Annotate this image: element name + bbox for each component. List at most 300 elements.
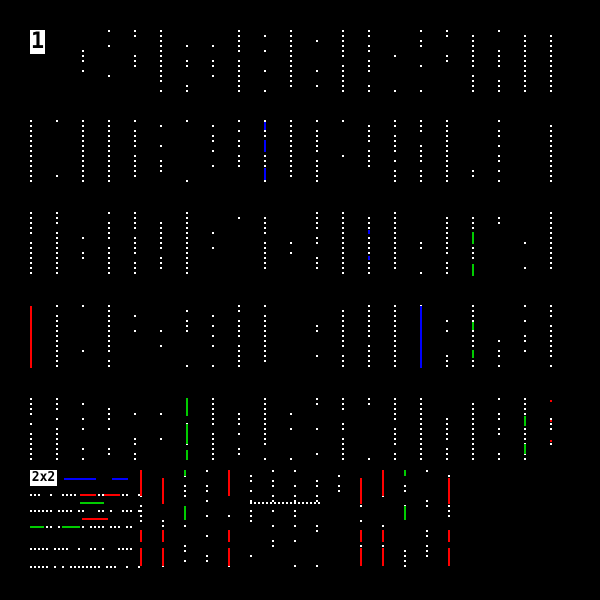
grid-dot xyxy=(186,365,188,367)
grid-dot xyxy=(368,262,370,264)
grid-dot xyxy=(290,60,292,62)
grid-dot xyxy=(30,413,32,415)
grid-dot xyxy=(250,515,252,517)
grid-dot xyxy=(448,475,450,477)
grid-dot xyxy=(160,170,162,172)
grid-dot xyxy=(446,428,448,430)
grid-dot xyxy=(472,40,474,42)
grid-dot xyxy=(42,548,44,550)
grid-dot xyxy=(272,485,274,487)
grid-dot xyxy=(134,315,136,317)
grid-dot xyxy=(238,80,240,82)
grid-dot xyxy=(212,135,214,137)
grid-dot xyxy=(56,458,58,460)
grid-dot xyxy=(264,305,266,307)
grid-dot xyxy=(56,320,58,322)
grid-dot xyxy=(238,30,240,32)
grid-dot xyxy=(294,495,296,497)
grid-dot xyxy=(206,560,208,562)
grid-dot xyxy=(110,510,112,512)
grid-dot xyxy=(342,50,344,52)
grid-dot xyxy=(342,75,344,77)
grid-dot xyxy=(108,360,110,362)
grid-dot xyxy=(472,50,474,52)
grid-dot xyxy=(108,155,110,157)
grid-dot xyxy=(498,222,500,224)
grid-dot xyxy=(342,443,344,445)
grid-dot xyxy=(30,272,32,274)
grid-dot xyxy=(108,150,110,152)
grid-dot xyxy=(524,340,526,342)
grid-dot xyxy=(108,330,110,332)
grid-dot xyxy=(130,548,132,550)
grid-dot xyxy=(82,180,84,182)
blue-segment xyxy=(264,122,266,130)
grid-dot xyxy=(108,350,110,352)
blue-segment xyxy=(264,168,266,180)
grid-dot xyxy=(56,330,58,332)
grid-dot xyxy=(264,330,266,332)
grid-dot xyxy=(524,40,526,42)
grid-dot xyxy=(524,85,526,87)
grid-dot xyxy=(420,438,422,440)
grid-dot xyxy=(524,242,526,244)
grid-dot xyxy=(264,247,266,249)
grid-dot xyxy=(524,90,526,92)
grid-dot xyxy=(30,125,32,127)
grid-dot xyxy=(206,515,208,517)
grid-dot xyxy=(394,365,396,367)
grid-dot xyxy=(238,453,240,455)
grid-dot xyxy=(108,170,110,172)
grid-dot xyxy=(342,257,344,259)
green-segment xyxy=(186,450,188,460)
grid-dot xyxy=(394,247,396,249)
grid-dot xyxy=(238,45,240,47)
grid-dot xyxy=(446,262,448,264)
grid-dot xyxy=(186,222,188,224)
grid-dot xyxy=(550,222,552,224)
grid-dot xyxy=(394,315,396,317)
grid-dot xyxy=(342,212,344,214)
grid-dot xyxy=(70,494,72,496)
grid-dot xyxy=(394,140,396,142)
red-segment xyxy=(382,470,384,496)
grid-dot xyxy=(108,257,110,259)
grid-dot xyxy=(472,175,474,177)
grid-dot xyxy=(212,232,214,234)
grid-dot xyxy=(498,30,500,32)
grid-dot xyxy=(238,155,240,157)
grid-dot xyxy=(446,438,448,440)
grid-dot xyxy=(250,490,252,492)
grid-dot xyxy=(134,35,136,37)
grid-dot xyxy=(294,525,296,527)
grid-dot xyxy=(550,252,552,254)
grid-dot xyxy=(134,165,136,167)
red-segment xyxy=(382,530,384,542)
grid-dot xyxy=(134,438,136,440)
grid-dot xyxy=(160,70,162,72)
grid-dot xyxy=(420,150,422,152)
grid-dot xyxy=(498,365,500,367)
grid-dot xyxy=(290,85,292,87)
grid-dot xyxy=(66,510,68,512)
grid-dot xyxy=(30,175,32,177)
grid-dot xyxy=(56,262,58,264)
grid-dot xyxy=(108,45,110,47)
grid-dot xyxy=(108,262,110,264)
grid-dot xyxy=(368,165,370,167)
grid-dot xyxy=(342,55,344,57)
grid-dot xyxy=(56,428,58,430)
grid-dot xyxy=(30,408,32,410)
grid-dot xyxy=(472,222,474,224)
grid-dot xyxy=(524,45,526,47)
grid-dot xyxy=(420,458,422,460)
grid-dot xyxy=(102,548,104,550)
grid-dot xyxy=(30,155,32,157)
grid-dot xyxy=(524,433,526,435)
grid-dot xyxy=(290,165,292,167)
grid-dot xyxy=(54,566,56,568)
grid-dot xyxy=(368,242,370,244)
grid-dot xyxy=(342,70,344,72)
grid-dot xyxy=(550,175,552,177)
grid-dot xyxy=(238,433,240,435)
grid-dot xyxy=(82,160,84,162)
grid-dot xyxy=(264,217,266,219)
grid-dot xyxy=(316,330,318,332)
grid-dot xyxy=(160,247,162,249)
grid-dot xyxy=(160,165,162,167)
grid-dot xyxy=(30,227,32,229)
grid-dot xyxy=(108,130,110,132)
green-segment xyxy=(184,470,186,476)
grid-dot xyxy=(56,305,58,307)
grid-dot xyxy=(186,60,188,62)
grid-dot xyxy=(108,165,110,167)
green-segment xyxy=(472,322,474,330)
grid-dot xyxy=(316,130,318,132)
grid-dot xyxy=(46,526,48,528)
grid-dot xyxy=(420,160,422,162)
grid-dot xyxy=(368,305,370,307)
grid-dot xyxy=(472,453,474,455)
grid-dot xyxy=(86,566,88,568)
grid-dot xyxy=(368,365,370,367)
grid-dot xyxy=(212,65,214,67)
grid-dot xyxy=(472,433,474,435)
grid-dot xyxy=(394,438,396,440)
red-segment xyxy=(360,548,362,566)
grid-dot xyxy=(184,490,186,492)
grid-dot xyxy=(472,257,474,259)
grid-dot xyxy=(118,526,120,528)
grid-dot xyxy=(524,50,526,52)
grid-dot xyxy=(238,90,240,92)
grid-dot xyxy=(134,272,136,274)
grid-dot xyxy=(446,272,448,274)
grid-dot xyxy=(108,180,110,182)
grid-dot xyxy=(342,232,344,234)
grid-dot xyxy=(394,237,396,239)
grid-dot xyxy=(238,145,240,147)
grid-dot xyxy=(108,310,110,312)
grid-dot xyxy=(290,242,292,244)
green-segment xyxy=(472,264,474,276)
grid-dot xyxy=(212,418,214,420)
grid-dot xyxy=(98,510,100,512)
grid-dot xyxy=(212,45,214,47)
grid-dot xyxy=(56,252,58,254)
grid-dot xyxy=(524,267,526,269)
grid-dot xyxy=(290,80,292,82)
grid-dot xyxy=(266,502,268,504)
grid-dot xyxy=(264,428,266,430)
grid-dot xyxy=(426,505,428,507)
grid-dot xyxy=(420,403,422,405)
grid-dot xyxy=(420,453,422,455)
grid-dot xyxy=(212,75,214,77)
grid-dot xyxy=(498,65,500,67)
red-segment xyxy=(448,478,450,504)
grid-dot xyxy=(56,335,58,337)
grid-dot xyxy=(238,355,240,357)
grid-dot xyxy=(56,222,58,224)
grid-dot xyxy=(66,548,68,550)
grid-dot xyxy=(550,350,552,352)
grid-dot xyxy=(108,222,110,224)
grid-dot xyxy=(426,535,428,537)
grid-dot xyxy=(472,65,474,67)
grid-dot xyxy=(472,35,474,37)
red-segment xyxy=(30,306,32,368)
grid-dot xyxy=(82,237,84,239)
grid-dot xyxy=(290,160,292,162)
green-segment xyxy=(524,444,526,454)
grid-dot xyxy=(56,398,58,400)
grid-dot xyxy=(342,65,344,67)
grid-dot xyxy=(290,75,292,77)
grid-dot xyxy=(316,70,318,72)
grid-dot xyxy=(498,155,500,157)
grid-dot xyxy=(82,257,84,259)
grid-dot xyxy=(126,510,128,512)
grid-dot xyxy=(82,135,84,137)
grid-dot xyxy=(264,413,266,415)
grid-dot xyxy=(262,502,264,504)
grid-dot xyxy=(108,428,110,430)
grid-dot xyxy=(394,433,396,435)
grid-dot xyxy=(30,252,32,254)
grid-dot xyxy=(56,217,58,219)
grid-dot xyxy=(238,120,240,122)
grid-dot xyxy=(472,330,474,332)
grid-dot xyxy=(426,545,428,547)
green-segment xyxy=(404,506,406,520)
grid-dot xyxy=(426,470,428,472)
grid-dot xyxy=(38,548,40,550)
grid-dot xyxy=(446,120,448,122)
grid-dot xyxy=(550,155,552,157)
grid-dot xyxy=(446,458,448,460)
grid-dot xyxy=(56,345,58,347)
grid-dot xyxy=(550,145,552,147)
red-segment xyxy=(550,440,552,442)
grid-dot xyxy=(212,315,214,317)
grid-dot xyxy=(74,494,76,496)
grid-dot xyxy=(394,428,396,430)
grid-dot xyxy=(82,145,84,147)
grid-dot xyxy=(360,505,362,507)
grid-dot xyxy=(394,453,396,455)
grid-dot xyxy=(138,566,140,568)
grid-dot xyxy=(30,262,32,264)
grid-dot xyxy=(404,550,406,552)
red-segment xyxy=(80,494,96,496)
grid-dot xyxy=(550,45,552,47)
grid-dot xyxy=(498,180,500,182)
blue-segment xyxy=(64,478,96,480)
grid-dot xyxy=(342,320,344,322)
grid-dot xyxy=(420,272,422,274)
grid-dot xyxy=(472,335,474,337)
grid-dot xyxy=(30,510,32,512)
red-segment xyxy=(140,548,142,566)
grid-dot xyxy=(50,510,52,512)
grid-dot xyxy=(472,448,474,450)
grid-dot xyxy=(426,555,428,557)
grid-dot xyxy=(134,145,136,147)
grid-dot xyxy=(108,145,110,147)
grid-dot xyxy=(446,252,448,254)
grid-dot xyxy=(56,212,58,214)
grid-dot xyxy=(186,320,188,322)
grid-dot xyxy=(186,325,188,327)
grid-dot xyxy=(58,510,60,512)
grid-dot xyxy=(108,408,110,410)
grid-dot xyxy=(162,525,164,527)
grid-dot xyxy=(272,525,274,527)
grid-dot xyxy=(238,330,240,332)
grid-dot xyxy=(550,40,552,42)
grid-dot xyxy=(550,130,552,132)
grid-dot xyxy=(472,360,474,362)
grid-dot xyxy=(30,130,32,132)
grid-dot xyxy=(524,438,526,440)
grid-dot xyxy=(90,548,92,550)
grid-dot xyxy=(446,267,448,269)
grid-dot xyxy=(498,135,500,137)
grid-dot xyxy=(108,212,110,214)
grid-dot xyxy=(338,490,340,492)
grid-dot xyxy=(134,222,136,224)
grid-dot xyxy=(338,485,340,487)
grid-dot xyxy=(254,502,256,504)
grid-dot xyxy=(404,485,406,487)
grid-dot xyxy=(318,502,320,504)
grid-dot xyxy=(342,403,344,405)
grid-dot xyxy=(30,453,32,455)
green-segment xyxy=(404,470,406,476)
grid-dot xyxy=(342,242,344,244)
grid-dot xyxy=(472,443,474,445)
grid-dot xyxy=(316,170,318,172)
grid-dot xyxy=(420,120,422,122)
red-segment xyxy=(448,530,450,542)
grid-dot xyxy=(160,160,162,162)
grid-dot xyxy=(56,408,58,410)
red-segment xyxy=(82,518,108,520)
grid-dot xyxy=(550,217,552,219)
grid-dot xyxy=(420,423,422,425)
grid-dot xyxy=(360,545,362,547)
grid-dot xyxy=(368,272,370,274)
grid-dot xyxy=(122,548,124,550)
grid-dot xyxy=(448,505,450,507)
grid-dot xyxy=(264,398,266,400)
grid-dot xyxy=(134,237,136,239)
grid-dot xyxy=(184,550,186,552)
grid-dot xyxy=(550,35,552,37)
grid-dot xyxy=(294,565,296,567)
grid-dot xyxy=(130,526,132,528)
grid-dot xyxy=(46,566,48,568)
grid-dot xyxy=(212,325,214,327)
grid-dot xyxy=(108,125,110,127)
grid-dot xyxy=(238,305,240,307)
grid-dot xyxy=(420,242,422,244)
grid-dot xyxy=(272,540,274,542)
grid-dot xyxy=(160,80,162,82)
grid-dot xyxy=(394,55,396,57)
red-segment xyxy=(360,530,362,542)
grid-dot xyxy=(368,90,370,92)
grid-dot xyxy=(186,330,188,332)
grid-dot xyxy=(394,320,396,322)
grid-dot xyxy=(264,403,266,405)
grid-dot xyxy=(472,423,474,425)
grid-dot xyxy=(368,330,370,332)
grid-dot xyxy=(290,30,292,32)
grid-dot xyxy=(472,428,474,430)
grid-dot xyxy=(238,360,240,362)
grid-dot xyxy=(206,470,208,472)
grid-dot xyxy=(160,413,162,415)
grid-dot xyxy=(56,443,58,445)
grid-dot xyxy=(264,130,266,132)
grid-dot xyxy=(108,448,110,450)
red-segment xyxy=(140,470,142,496)
grid-dot xyxy=(368,227,370,229)
grid-dot xyxy=(368,60,370,62)
grid-dot xyxy=(290,50,292,52)
grid-dot xyxy=(122,510,124,512)
grid-dot xyxy=(238,70,240,72)
red-segment xyxy=(162,530,164,542)
grid-dot xyxy=(524,320,526,322)
grid-dot xyxy=(56,365,58,367)
grid-dot xyxy=(342,335,344,337)
red-segment xyxy=(228,530,230,542)
grid-dot xyxy=(264,35,266,37)
grid-dot xyxy=(212,365,214,367)
grid-dot xyxy=(30,398,32,400)
grid-dot xyxy=(368,237,370,239)
grid-dot xyxy=(550,340,552,342)
grid-dot xyxy=(550,75,552,77)
